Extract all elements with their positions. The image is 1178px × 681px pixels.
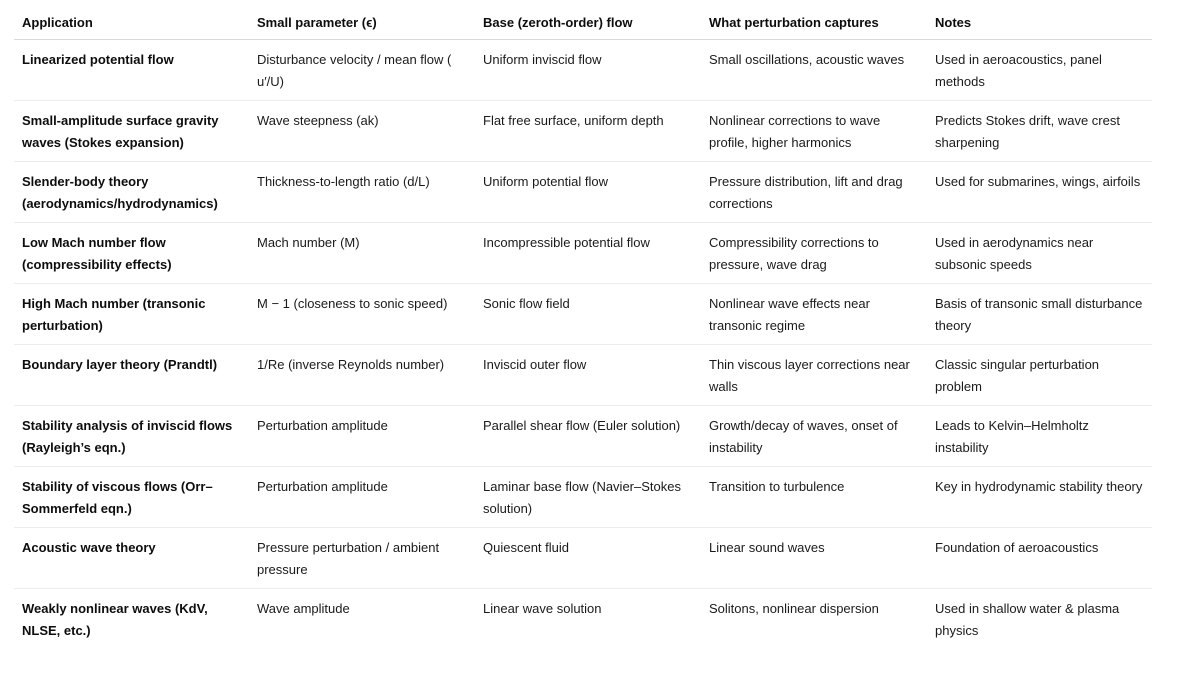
cell-application: Acoustic wave theory <box>14 528 249 589</box>
cell-base-flow: Linear wave solution <box>483 601 602 616</box>
cell-base-flow: Laminar base flow (Navier–Stokes solution) <box>475 467 701 528</box>
cell-application: Slender-body theory (aerodynamics/hydrodynamics) <box>14 162 249 223</box>
cell-base-flow: Flat free surface, uniform depth <box>475 101 701 162</box>
header-notes: Notes <box>927 0 1152 40</box>
cell-captures: Nonlinear corrections to wave profile, higher harmonics <box>701 101 927 162</box>
header-small-parameter: Small parameter (ϵ) <box>249 0 475 40</box>
cell-captures: Thin viscous layer corrections near walls <box>701 345 927 406</box>
cell-application: Low Mach number flow (compressibility effects) <box>14 223 249 284</box>
cell-captures: Transition to turbulence <box>701 467 927 528</box>
cell-parameter: Wave steepness (ak) <box>249 101 475 162</box>
cell-notes: Key in hydrodynamic stability theory <box>927 467 1152 528</box>
cell-notes: Used in aerodynamics near subsonic speeds <box>927 223 1152 284</box>
table-row <box>14 223 1152 284</box>
cell-parameter: Pressure perturbation / ambient pressure <box>249 528 475 589</box>
header-application: Application <box>14 0 249 40</box>
cell-captures: Linear sound waves <box>701 528 927 589</box>
cell-application: Linearized potential flow <box>14 40 249 101</box>
cell-application: Stability of viscous flows (Orr–Sommerfeld eqn.) <box>14 467 249 528</box>
header-base-flow: Base (zeroth-order) flow <box>475 0 701 40</box>
cell-captures: Small oscillations, acoustic waves <box>701 40 927 101</box>
perturbation-applications-table <box>14 0 1152 649</box>
cell-parameter: Thickness-to-length ratio (d/L) <box>249 162 475 223</box>
cell-base-flow: Uniform potential flow <box>475 162 701 223</box>
cell-captures: Pressure distribution, lift and drag corrections <box>701 162 927 223</box>
table-row <box>14 101 1152 162</box>
cell-notes: Predicts Stokes drift, wave crest sharpening <box>927 101 1152 162</box>
cell-parameter: M − 1 (closeness to sonic speed) <box>249 284 475 345</box>
cell-notes: Used in shallow water & plasma physics <box>935 601 1120 638</box>
cell-base-flow: Incompressible potential flow <box>475 223 701 284</box>
cell-base-flow: Inviscid outer flow <box>475 345 701 406</box>
table-row <box>14 345 1152 406</box>
cell-captures: Nonlinear wave effects near transonic regime <box>701 284 927 345</box>
cell-notes: Basis of transonic small disturbance theory <box>927 284 1152 345</box>
header-perturbation-captures: What perturbation captures <box>701 0 927 40</box>
cell-application: Weakly nonlinear waves (KdV, NLSE, etc.) <box>22 601 208 638</box>
cell-parameter: Wave amplitude <box>257 601 350 616</box>
cell-base-flow: Uniform inviscid flow <box>475 40 701 101</box>
cell-captures: Solitons, nonlinear dispersion <box>709 601 879 616</box>
cell-parameter: 1/Re (inverse Reynolds number) <box>249 345 475 406</box>
cell-notes: Used for submarines, wings, airfoils <box>927 162 1152 223</box>
cell-captures: Compressibility corrections to pressure, wave drag <box>701 223 927 284</box>
cell-application: Small-amplitude surface gravity waves (Stokes expansion) <box>14 101 249 162</box>
cell-parameter: Disturbance velocity / mean flow ( u′/U) <box>249 40 475 101</box>
cell-application: Boundary layer theory (Prandtl) <box>14 345 249 406</box>
table-row <box>14 406 1152 467</box>
cell-base-flow: Sonic flow field <box>475 284 701 345</box>
cell-notes: Leads to Kelvin–Helmholtz instability <box>927 406 1152 467</box>
cell-application: Stability analysis of inviscid flows (Rayleigh’s eqn.) <box>14 406 249 467</box>
cell-captures: Growth/decay of waves, onset of instability <box>701 406 927 467</box>
table-container <box>14 0 1152 649</box>
cell-parameter: Perturbation amplitude <box>249 406 475 467</box>
table-header-row <box>14 0 1152 40</box>
cell-base-flow: Parallel shear flow (Euler solution) <box>475 406 701 467</box>
table-row <box>14 589 1152 650</box>
cell-notes: Classic singular perturbation problem <box>927 345 1152 406</box>
table-row <box>14 40 1152 101</box>
cell-base-flow: Quiescent fluid <box>475 528 701 589</box>
cell-application: High Mach number (transonic perturbation) <box>14 284 249 345</box>
cell-notes: Used in aeroacoustics, panel methods <box>927 40 1152 101</box>
cell-notes: Foundation of aeroacoustics <box>927 528 1152 589</box>
cell-parameter: Mach number (M) <box>249 223 475 284</box>
table-row <box>14 162 1152 223</box>
table-row <box>14 528 1152 589</box>
table-row <box>14 467 1152 528</box>
cell-parameter: Perturbation amplitude <box>249 467 475 528</box>
table-row <box>14 284 1152 345</box>
